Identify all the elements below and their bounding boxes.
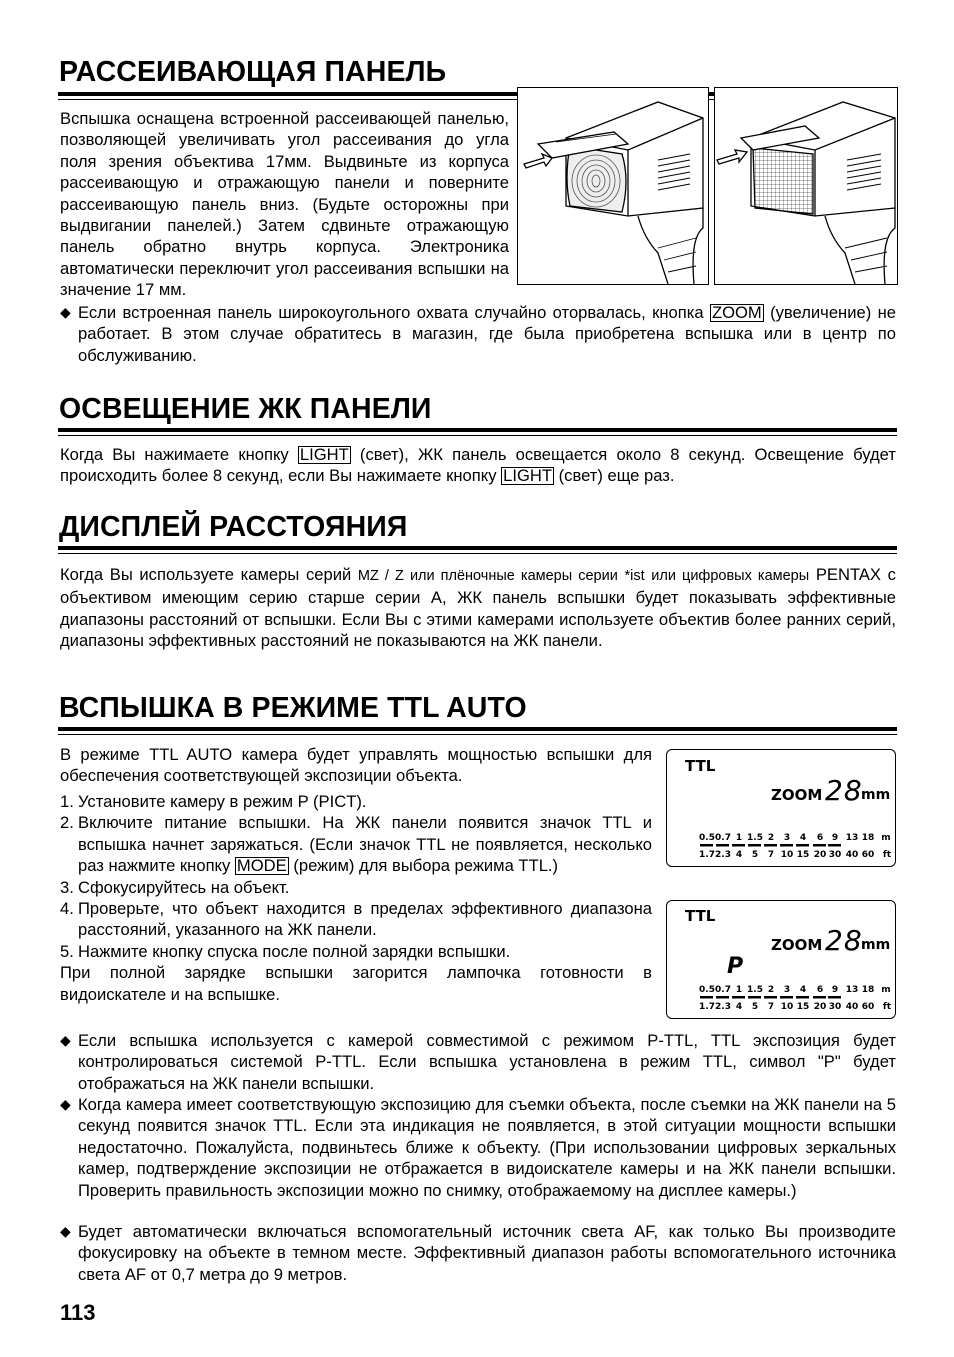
lcd-meter-tick-label: 1	[735, 833, 743, 843]
ttl-steps-list	[60, 791, 652, 1005]
ttl-note-2	[60, 1094, 896, 1201]
lcd-feet-tick-label: 7	[767, 850, 775, 860]
lcd-scale-segment	[796, 996, 809, 999]
lcd-feet-tick-label: 7	[767, 1002, 775, 1012]
flash-diffuser-out-drawing	[518, 88, 708, 284]
step-text: Сфокусируйтесь на объект.	[78, 877, 290, 897]
lcd-scale-segment	[780, 996, 793, 999]
step-text: Проверьте, что объект находится в пределах эффективного диапазона расстояний, указанного на ЖК панели.	[78, 899, 652, 940]
lcd-feet-tick-label: 30	[828, 850, 842, 860]
lcd-panel-ttl	[666, 749, 896, 867]
heading-distance-display: ДИСПЛЕЙ РАССТОЯНИЯ	[59, 511, 408, 543]
distance-text-small-2: или цифровых камеры	[651, 568, 810, 584]
lcd-meter-tick-label: 6	[816, 833, 824, 843]
lcd-meter-tick-label: 3	[783, 833, 791, 843]
lcd-zoom-label: ZOOM	[771, 936, 823, 954]
lcd-scale-segment	[813, 844, 826, 847]
diffuser-note	[60, 302, 896, 366]
lcd-scale-segment	[748, 996, 761, 999]
lcd-feet-tick-label: 1.7	[699, 1002, 715, 1012]
lcd-zoom-unit: mm	[861, 937, 891, 953]
flash-illustration-diffuser-out	[517, 87, 709, 285]
lcd-feet-tick-label: 5	[751, 1002, 759, 1012]
lcd-meter-tick-label: 18	[861, 985, 875, 995]
lcd-feet-tick-label: 4	[735, 1002, 743, 1012]
lcd-feet-tick-label: 4	[735, 850, 743, 860]
lcd-meter-unit: m	[881, 833, 891, 843]
lcd-feet-tick-label: 40	[845, 1002, 859, 1012]
lcd-meter-tick-label: 2	[767, 985, 775, 995]
zoom-button-label: ZOOM	[711, 303, 762, 322]
lcd-scale-segment	[700, 996, 713, 999]
lcd-feet-tick-label: 60	[861, 850, 875, 860]
bullet-diamond-icon: ◆	[60, 1032, 71, 1048]
mode-button-label: MODE	[236, 856, 287, 876]
light-button-label: LIGHT	[299, 445, 349, 464]
lcd-p-symbol: P	[727, 954, 744, 979]
lcd-feet-tick-label: 1.7	[699, 850, 715, 860]
ttl-note-text: Будет автоматически включаться вспомогательный источник света AF, как только Вы производите фокусировку на объекте в темном месте. Эффективный диапазон работы вспомогательного источника света AF от 0,7 метра до 9 метров.	[78, 1222, 896, 1284]
lcd-feet-tick-label: 2.3	[715, 1002, 731, 1012]
lcd-feet-tick-label: 30	[828, 1002, 842, 1012]
step-number: 4.	[60, 899, 74, 919]
bullet-diamond-icon: ◆	[60, 1096, 71, 1112]
lcd-mode-ttl: TTL	[685, 757, 716, 775]
lcd-scale-segment	[732, 996, 745, 999]
lcd-zoom-value: 28	[825, 774, 863, 807]
lcd-distance-scale	[667, 980, 895, 1016]
list-item	[60, 941, 652, 962]
lcd-feet-tick-label: 20	[813, 1002, 827, 1012]
step-text: (режим) для выбора режима TTL.)	[293, 856, 559, 876]
lcd-meter-tick-label: 1.5	[747, 833, 763, 843]
heading-lcd-illumination: ОСВЕЩЕНИЕ ЖК ПАНЕЛИ	[59, 393, 432, 425]
lcd-meter-tick-label: 1.5	[747, 985, 763, 995]
lcd-feet-tick-label: 15	[796, 850, 810, 860]
lcd-meter-tick-label: 0.5	[699, 985, 715, 995]
lcd-mode-ttl: TTL	[685, 907, 716, 925]
lcd-meter-tick-label: 0.7	[715, 833, 731, 843]
diffuser-note-text-2: (увеличение) не работает. В этом случае обратитесь в магазин, где была приобретена вспышка или в центр по обслуживанию.	[78, 303, 896, 365]
diffuser-paragraph-block	[60, 108, 509, 301]
lcd-zoom-label: ZOOM	[771, 786, 823, 804]
lcd-meter-tick-label: 0.7	[715, 985, 731, 995]
page-number: 113	[60, 1300, 96, 1325]
list-item	[60, 877, 652, 898]
heading-diffuser-panel: РАССЕИВАЮЩАЯ ПАНЕЛЬ	[59, 56, 447, 88]
lcd-zoom-unit: mm	[861, 787, 891, 803]
lcd-meter-tick-label: 18	[861, 833, 875, 843]
lcd-scale-segment	[780, 844, 793, 847]
lcd-scale-segment	[700, 844, 713, 847]
lcd-scale-segment	[796, 844, 809, 847]
ttl-after-steps: При полной зарядке вспышки загорится лампочка готовности в видоискателе и на вспышке.	[60, 963, 652, 1004]
distance-text-2: PENTAX с объективом имеющим серию старше серии A, ЖК панель вспышки будет показывать эффективные диапазоны расстояний от вспышки. Если Вы с этими камерами используете объектив более ранних серий, диапазоны эффективных расстояний не показываются на ЖК панели.	[60, 565, 896, 651]
lcd-feet-tick-label: 10	[780, 1002, 794, 1012]
diffuser-paragraph: Вспышка оснащена встроенной рассеивающей панелью, позволяющей увеличивать угол рассеивания до угла поля зрения объектива 17мм. Выдвиньте из корпуса рассеивающую и отражающую панели и поверните рассеивающую панель вниз. (Будьте осторожны при выдвигании панелей.) Затем сдвиньте отражающую панель обратно внутрь корпуса. Электроника автоматически переключит угол рассеивания вспышки на значение 17 мм.	[60, 109, 509, 300]
diffuser-note-text-1: Если встроенная панель широкоугольного охвата случайно оторвалась, кнопка	[78, 303, 704, 322]
lcd-scale-segment	[813, 996, 826, 999]
list-item	[60, 812, 652, 876]
step-text: Включите питание вспышки. На ЖК панели появится значок TTL и вспышка начнет заряжаться. (Если значок TTL не появляется, несколько раз нажмите кнопку	[78, 813, 652, 876]
lcd-meter-tick-label: 3	[783, 985, 791, 995]
list-item	[60, 791, 652, 812]
lcd-meter-tick-label: 4	[799, 833, 807, 843]
bullet-diamond-icon: ◆	[60, 1223, 71, 1239]
lcd-meter-tick-label: 13	[845, 833, 859, 843]
distance-text-1: Когда Вы используете камеры серий	[60, 565, 352, 584]
lcd-feet-tick-label: 5	[751, 850, 759, 860]
lcd-scale-segment	[732, 844, 745, 847]
lcd-feet-tick-label: 20	[813, 850, 827, 860]
heading-rule	[58, 428, 897, 432]
ttl-intro-block	[60, 744, 652, 787]
heading-ttl-auto: ВСПЫШКА В РЕЖИМЕ TTL AUTO	[59, 692, 527, 724]
lcd-feet-tick-label: 60	[861, 1002, 875, 1012]
lcd-meter-tick-label: 9	[831, 985, 839, 995]
distance-text-ist: *ist	[624, 568, 645, 584]
ttl-note-text: Если вспышка используется с камерой совместимой с режимом P-TTL, TTL экспозиция будет контролироваться системой P-TTL. Если вспышка установлена в режим TTL, символ "P" будет отображаться на ЖК панели вспышки.	[78, 1031, 896, 1093]
lcd-scale-segment	[764, 844, 777, 847]
lcd-light-text-1: Когда Вы нажимаете кнопку	[60, 445, 289, 464]
flash-diffuser-down-drawing	[715, 88, 897, 284]
list-item	[60, 898, 652, 941]
ttl-intro: В режиме TTL AUTO камера будет управлять мощностью вспышки для обеспечения соответствующей экспозиции объекта.	[60, 745, 652, 786]
lcd-meter-tick-label: 0.5	[699, 833, 715, 843]
lcd-zoom-value: 28	[825, 924, 863, 957]
lcd-panel-ttl-p	[666, 900, 896, 1019]
lcd-meter-tick-label: 9	[831, 833, 839, 843]
lcd-scale-segment	[828, 996, 841, 999]
heading-rule	[58, 546, 897, 550]
step-number: 1.	[60, 792, 74, 811]
lcd-light-text-3: (свет) еще раз.	[558, 466, 675, 486]
heading-rule	[58, 727, 897, 731]
lcd-feet-tick-label: 2.3	[715, 850, 731, 860]
lcd-distance-scale	[667, 828, 895, 864]
distance-text-small-1: MZ / Z или плёночные камеры серии	[357, 568, 618, 584]
step-number: 3.	[60, 877, 74, 897]
flash-illustration-diffuser-down	[714, 87, 898, 285]
lcd-feet-tick-label: 10	[780, 850, 794, 860]
lcd-scale-segment	[828, 844, 841, 847]
lcd-feet-tick-label: 15	[796, 1002, 810, 1012]
bullet-diamond-icon: ◆	[60, 304, 71, 320]
lcd-meter-tick-label: 6	[816, 985, 824, 995]
lcd-meter-tick-label: 4	[799, 985, 807, 995]
lcd-scale-segment	[716, 996, 729, 999]
distance-block	[60, 564, 896, 652]
lcd-feet-unit: ft	[882, 1002, 892, 1012]
step-number: 5.	[60, 941, 74, 961]
ttl-note-1	[60, 1030, 896, 1094]
lcd-meter-tick-label: 13	[845, 985, 859, 995]
step-text: Нажмите кнопку спуска после полной зарядки вспышки.	[78, 941, 511, 961]
lcd-scale-segment	[764, 996, 777, 999]
ttl-note-text: Когда камера имеет соответствующую экспозицию для съемки объекта, после съемки на ЖК панели на 5 секунд появится значок TTL. Если эта индикация не появляется, в этой ситуации мощности вспышки недостаточно. Пожалуйста, подвиньтесь ближе к объекту. (При использовании цифровых зеркальных камер, подтверждение экспозиции не отбражается в видоискателе камеры и на ЖК панели вспышки. Проверить правильность экспозиции можно по снимку, отображаемому на дисплее камеры.)	[78, 1095, 896, 1200]
step-text: Установите камеру в режим P (PICT).	[78, 792, 367, 811]
light-button-label: LIGHT	[503, 466, 552, 486]
lcd-light-text-2: (свет), ЖК панель освещается около 8 секунд. Освещение будет происходить более 8 секунд, если Вы нажимаете кнопку	[60, 445, 896, 486]
step-number: 2.	[60, 813, 74, 833]
lcd-scale-segment	[748, 844, 761, 847]
lcd-scale-segment	[716, 844, 729, 847]
lcd-meter-tick-label: 2	[767, 833, 775, 843]
lcd-meter-tick-label: 1	[735, 985, 743, 995]
lcd-feet-unit: ft	[882, 850, 892, 860]
lcd-feet-tick-label: 40	[845, 850, 859, 860]
lcd-light-block	[60, 444, 896, 487]
lcd-meter-unit: m	[881, 985, 891, 995]
ttl-note-3	[60, 1221, 896, 1285]
